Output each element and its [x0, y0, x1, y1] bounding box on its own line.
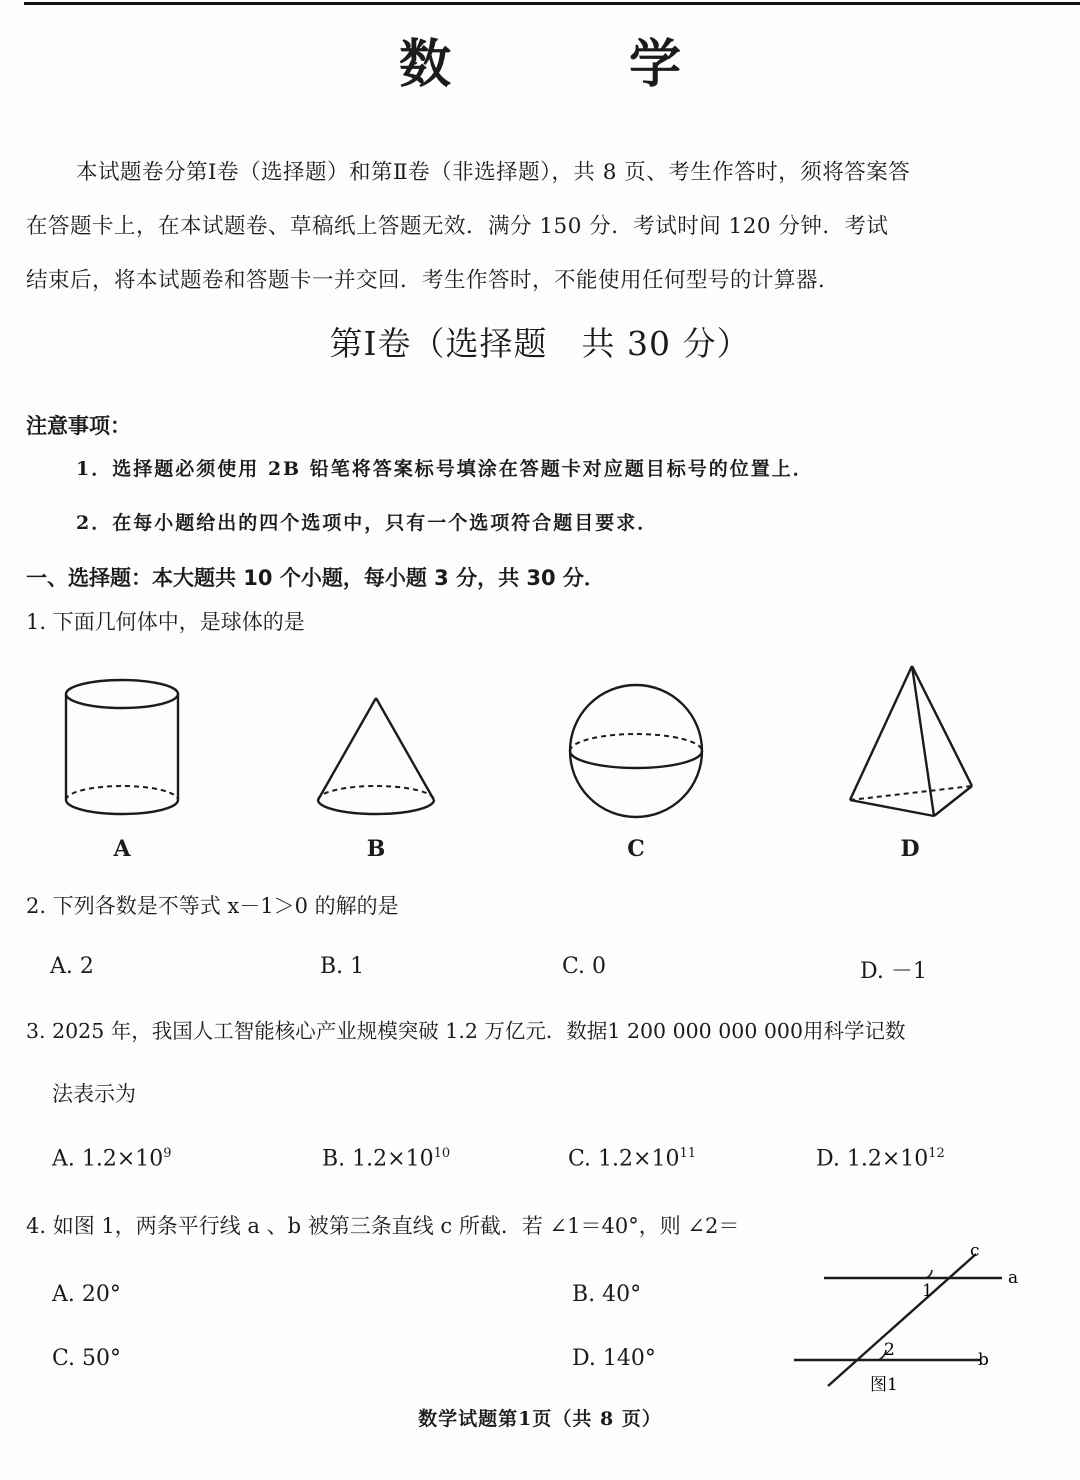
question-3-option[interactable] — [322, 1146, 450, 1171]
note-item: 1．选择题必须使用 2B 铅笔将答案标号填涂在答题卡对应题目标号的位置上． — [76, 458, 814, 480]
option-exponent: 10 — [433, 1146, 451, 1161]
option-exponent: 11 — [679, 1146, 696, 1161]
question-4-stem: 4. 如图 1，两条平行线 a 、b 被第三条直线 c 所截．若 ∠1＝40°，则 ∠2＝ — [26, 1214, 740, 1238]
notes-heading: 注意事项： — [26, 413, 131, 438]
figure-1-parallel-lines — [780, 1240, 1040, 1400]
option-base: B. 1.2×10 — [322, 1146, 434, 1172]
line-c — [828, 1254, 976, 1386]
option-base: D. 1.2×10 — [816, 1146, 929, 1172]
label-b: b — [978, 1350, 989, 1370]
option-exponent: 12 — [928, 1146, 945, 1161]
page-footer: 数学试题第1页（共 8 页） — [418, 1408, 662, 1430]
page-title: 数 学 — [398, 34, 762, 95]
intro-line: 在答题卡上，在本试题卷、草稿纸上答题无效．满分 150 分．考试时间 120 分钟．考试 — [26, 214, 889, 239]
cone-icon — [318, 698, 434, 814]
question-3-option[interactable] — [816, 1146, 945, 1171]
question-3-stem: 3. 2025 年，我国人工智能核心产业规模突破 1.2 万亿元．数据1 200 000 000 000用科学记数 — [26, 1019, 906, 1043]
label-a: a — [1008, 1268, 1019, 1288]
question-2-option[interactable]: B. 1 — [320, 954, 365, 979]
option-exponent: 9 — [163, 1146, 172, 1161]
question-3-option[interactable] — [52, 1146, 172, 1171]
question-1-shapes — [40, 650, 1020, 840]
option-base: A. 1.2×10 — [52, 1146, 164, 1172]
question-3-stem-cont: 法表示为 — [52, 1082, 136, 1106]
shape-label-a: A — [113, 836, 131, 862]
intro-line: 本试题卷分第Ⅰ卷（选择题）和第Ⅱ卷（非选择题），共 8 页、考生作答时，须将答案答 — [76, 160, 911, 185]
question-4-option[interactable]: B. 40° — [572, 1282, 642, 1307]
angle-1-label: 1 — [922, 1281, 933, 1301]
question-4-option[interactable]: A. 20° — [52, 1282, 121, 1307]
shape-label-d: D — [900, 836, 920, 862]
shape-label-c: C — [627, 836, 645, 862]
sphere-icon — [570, 685, 702, 817]
shape-label-b: B — [366, 836, 386, 862]
note-item: 2．在每小题给出的四个选项中，只有一个选项符合题目要求． — [76, 512, 659, 534]
label-c: c — [970, 1241, 980, 1261]
top-rule — [24, 2, 1080, 5]
question-4-option[interactable]: D. 140° — [572, 1346, 656, 1371]
question-4-option[interactable]: C. 50° — [52, 1346, 122, 1371]
cylinder-icon — [66, 680, 178, 814]
figure-caption: 图1 — [870, 1375, 898, 1395]
question-1-stem: 1. 下面几何体中，是球体的是 — [26, 610, 305, 634]
intro-line: 结束后，将本试题卷和答题卡一并交回．考生作答时，不能使用任何型号的计算器． — [26, 268, 841, 293]
question-2-option[interactable]: C. 0 — [562, 954, 607, 979]
section-heading: 第Ⅰ卷（选择题 共 30 分） — [329, 324, 751, 363]
question-2-stem: 2. 下列各数是不等式 x－1＞0 的解的是 — [26, 894, 399, 918]
question-2-option[interactable]: D. －1 — [860, 959, 927, 984]
pyramid-icon — [850, 666, 972, 816]
intro-paragraph — [26, 146, 1026, 308]
part-heading: 一、选择题：本大题共 10 个小题，每小题 3 分，共 30 分． — [26, 566, 605, 590]
question-3-option[interactable] — [568, 1146, 696, 1171]
angle-2-label: 2 — [884, 1340, 895, 1360]
option-base: C. 1.2×10 — [568, 1146, 680, 1172]
question-2-option[interactable]: A. 2 — [50, 954, 94, 979]
